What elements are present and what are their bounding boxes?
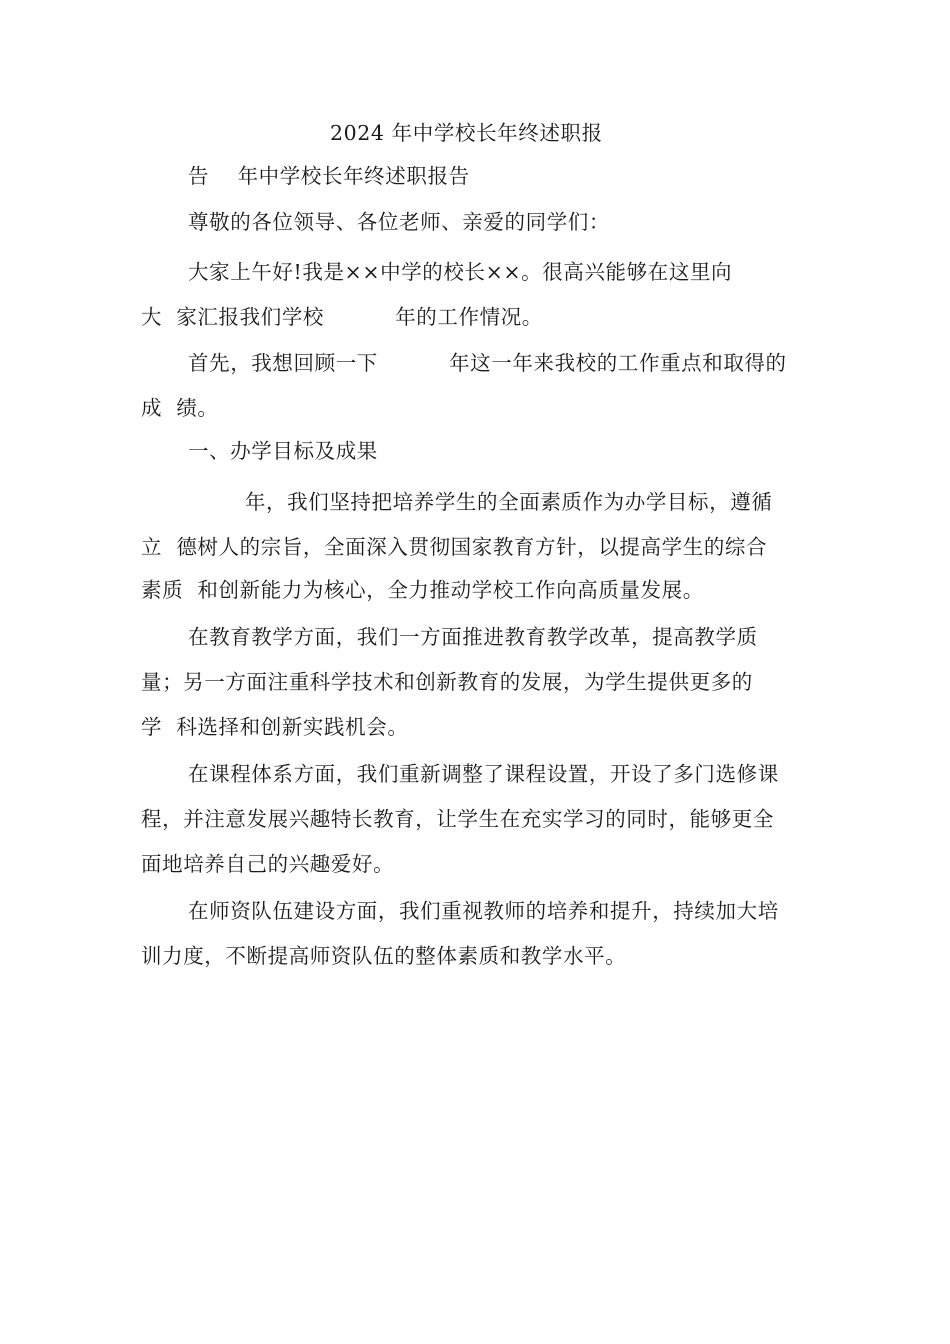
paragraph-line: 告 年中学校长年终述职报告 <box>188 164 470 188</box>
paragraph-line: 在教育教学方面，我们一方面推进教育教学改革，提高教学质 <box>188 625 758 649</box>
paragraph-line: 学 科选择和创新实践机会。 <box>141 715 409 739</box>
paragraph-line: 程，并注意发展兴趣特长教育，让学生在充实学习的同时，能够更全 <box>141 807 774 831</box>
paragraph-line: 成 绩。 <box>141 396 219 420</box>
paragraph-line: 训力度，不断提高师资队伍的整体素质和教学水平。 <box>141 944 627 968</box>
paragraph-line: 素质 和创新能力为核心，全力推动学校工作向高质量发展。 <box>141 578 704 602</box>
paragraph-line: 在师资队伍建设方面，我们重视教师的培养和提升，持续加大培 <box>188 899 779 923</box>
paragraph-line: 首先，我想回顾一下 年这一年来我校的工作重点和取得的 <box>188 351 787 375</box>
paragraph-line: 在课程体系方面，我们重新调整了课程设置，开设了多门选修课 <box>188 762 779 786</box>
paragraph-line: 大 家汇报我们学校 年的工作情况。 <box>141 305 543 329</box>
paragraph-line: 量；另一方面注重科学技术和创新教育的发展，为学生提供更多的 <box>141 670 753 694</box>
greeting-line: 尊敬的各位领导、各位老师、亲爱的同学们： <box>188 210 610 234</box>
paragraph-line: 立 德树人的宗旨，全面深入贯彻国家教育方针，以提高学生的综合 <box>141 535 768 559</box>
section-heading: 一、办学目标及成果 <box>188 439 378 463</box>
paragraph-line: 大家上午好!我是××中学的校长××。很高兴能够在这里向 <box>188 260 733 284</box>
paragraph-line: 年，我们坚持把培养学生的全面素质作为办学目标，遵循 <box>188 490 773 514</box>
paragraph-line: 面地培养自己的兴趣爱好。 <box>141 852 395 876</box>
document-title: 2024 年中学校长年终述职报 <box>330 121 603 145</box>
